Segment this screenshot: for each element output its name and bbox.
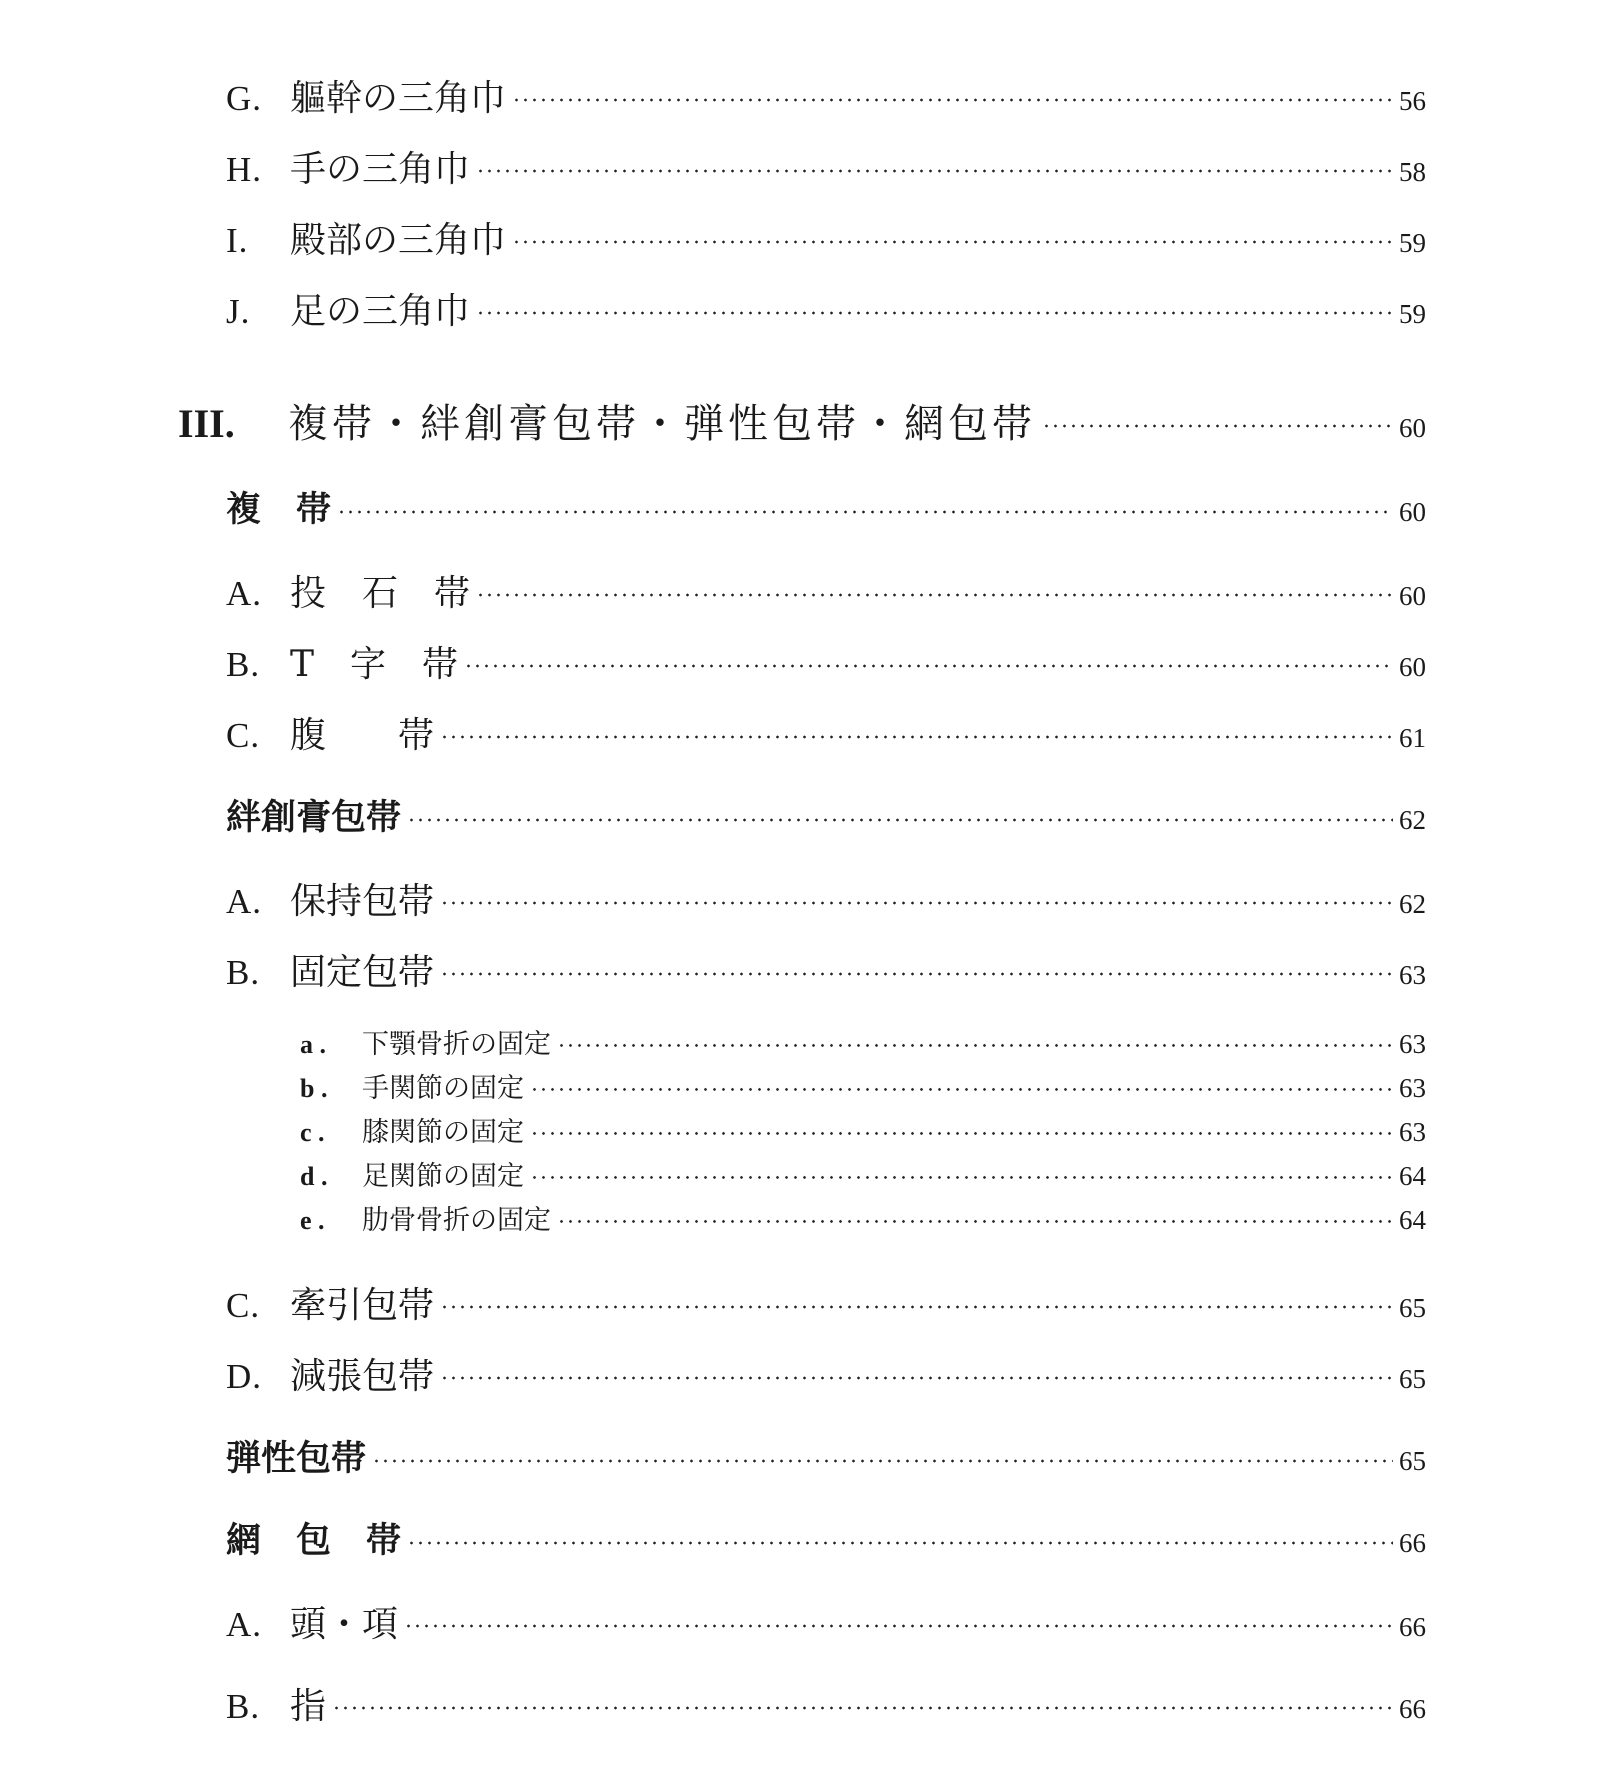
section-title: 弾性包帯 xyxy=(226,1439,367,1479)
page-number: 64 xyxy=(1399,1161,1426,1191)
entry-label: B. xyxy=(226,645,261,684)
page-number: 62 xyxy=(1399,805,1426,835)
entry-label: D. xyxy=(226,1357,263,1396)
dot-leader xyxy=(440,734,1393,740)
subentry-title: 膝関節の固定 xyxy=(362,1117,524,1148)
entry-title: 頭・項 xyxy=(290,1604,399,1645)
page-number: 65 xyxy=(1399,1364,1426,1394)
page-number: 63 xyxy=(1399,960,1426,990)
toc-section-fukutai[interactable] xyxy=(226,482,1426,532)
subentry-label: b . xyxy=(300,1074,328,1103)
entry-label: A. xyxy=(226,882,263,921)
dot-leader xyxy=(440,971,1393,977)
toc-entry-mou-b[interactable] xyxy=(226,1678,1426,1729)
section-title: 網 包 帯 xyxy=(226,1521,402,1561)
dot-leader xyxy=(404,1623,1393,1629)
dot-leader xyxy=(440,1304,1393,1310)
page-number: 63 xyxy=(1399,1029,1426,1059)
entry-title: 投 石 帯 xyxy=(290,573,471,614)
entry-label: C. xyxy=(226,716,261,755)
dot-leader xyxy=(530,1131,1393,1136)
toc-entry-bansoko-c[interactable] xyxy=(226,1277,1426,1328)
entry-label: A. xyxy=(226,574,263,613)
dot-leader xyxy=(332,1705,1393,1711)
page-number: 66 xyxy=(1399,1612,1426,1642)
page-number: 63 xyxy=(1399,1117,1426,1147)
entry-label: H. xyxy=(226,150,263,189)
page-number: 65 xyxy=(1399,1446,1426,1476)
page-number: 60 xyxy=(1399,413,1426,443)
entry-title: 指 xyxy=(290,1686,327,1727)
page-number: 59 xyxy=(1399,228,1426,258)
page-number: 58 xyxy=(1399,157,1426,187)
dot-leader xyxy=(512,239,1393,245)
toc-chapter-3[interactable] xyxy=(178,392,1426,449)
dot-leader xyxy=(464,663,1393,669)
toc-section-mou[interactable] xyxy=(226,1513,1426,1563)
entry-title: 保持包帯 xyxy=(290,881,435,922)
entry-title: 殿部の三角巾 xyxy=(290,220,507,261)
dot-leader xyxy=(440,1375,1393,1381)
toc-subentry-c[interactable] xyxy=(300,1110,1426,1149)
subentry-title: 下顎骨折の固定 xyxy=(362,1029,551,1060)
entry-label: J. xyxy=(226,292,251,331)
page-number: 62 xyxy=(1399,889,1426,919)
toc-entry-fukutai-c[interactable] xyxy=(226,707,1426,758)
page-number: 59 xyxy=(1399,299,1426,329)
entry-title: 足の三角巾 xyxy=(290,291,471,332)
entry-label: B. xyxy=(226,953,261,992)
dot-leader xyxy=(557,1043,1393,1048)
dot-leader xyxy=(407,816,1393,822)
toc-entry-h[interactable] xyxy=(226,141,1426,192)
toc-entry-mou-a[interactable] xyxy=(226,1596,1426,1647)
dot-leader xyxy=(557,1219,1393,1224)
toc-entry-g[interactable] xyxy=(226,70,1426,121)
page-number: 63 xyxy=(1399,1073,1426,1103)
dot-leader xyxy=(476,592,1393,598)
page-number: 64 xyxy=(1399,1205,1426,1235)
entry-label: A. xyxy=(226,1605,263,1644)
chapter-title: 複帯・絆創膏包帯・弾性包帯・網包帯 xyxy=(288,401,1036,447)
dot-leader xyxy=(337,508,1393,514)
entry-title: 固定包帯 xyxy=(290,952,435,993)
toc-subentry-e[interactable] xyxy=(300,1198,1426,1237)
dot-leader xyxy=(407,1539,1393,1545)
section-title: 複 帯 xyxy=(226,490,332,530)
page-number: 60 xyxy=(1399,652,1426,682)
entry-title: 手の三角巾 xyxy=(290,149,471,190)
toc-section-bansoko[interactable] xyxy=(226,790,1426,840)
entry-title: 軀幹の三角巾 xyxy=(290,78,507,119)
toc-entry-fukutai-b[interactable] xyxy=(226,636,1426,687)
entry-title: 減張包帯 xyxy=(290,1356,435,1397)
dot-leader xyxy=(372,1457,1393,1463)
entry-label: I. xyxy=(226,221,249,260)
entry-label: G. xyxy=(226,79,263,118)
subentry-label: d . xyxy=(300,1162,328,1191)
page-number: 60 xyxy=(1399,497,1426,527)
toc-entry-i[interactable] xyxy=(226,212,1426,263)
chapter-label: III. xyxy=(178,401,235,446)
page-number: 65 xyxy=(1399,1293,1426,1323)
subentry-title: 手関節の固定 xyxy=(362,1073,524,1104)
entry-title: 牽引包帯 xyxy=(290,1285,435,1326)
dot-leader xyxy=(440,900,1393,906)
entry-title: T 字 帯 xyxy=(290,644,459,685)
page-number: 61 xyxy=(1399,723,1426,753)
entry-title: 腹 帯 xyxy=(290,715,435,756)
dot-leader xyxy=(476,310,1393,316)
subentry-title: 肋骨骨折の固定 xyxy=(362,1205,551,1236)
toc-entry-fukutai-a[interactable] xyxy=(226,565,1426,616)
dot-leader xyxy=(512,97,1393,103)
entry-label: B. xyxy=(226,1687,261,1726)
toc-subentry-d[interactable] xyxy=(300,1154,1426,1193)
page-number: 56 xyxy=(1399,86,1426,116)
toc-entry-bansoko-a[interactable] xyxy=(226,873,1426,924)
subentry-label: a . xyxy=(300,1030,326,1059)
page-number: 66 xyxy=(1399,1528,1426,1558)
page-number: 60 xyxy=(1399,581,1426,611)
dot-leader xyxy=(1042,423,1393,430)
dot-leader xyxy=(476,168,1393,174)
dot-leader xyxy=(530,1175,1393,1180)
toc-entry-j[interactable] xyxy=(226,283,1426,334)
subentry-title: 足関節の固定 xyxy=(362,1161,524,1192)
dot-leader xyxy=(530,1087,1393,1092)
toc-section-dansei[interactable] xyxy=(226,1431,1426,1481)
entry-label: C. xyxy=(226,1286,261,1325)
section-title: 絆創膏包帯 xyxy=(226,798,402,838)
subentry-label: c . xyxy=(300,1118,325,1147)
toc-entry-bansoko-b[interactable] xyxy=(226,944,1426,995)
toc-subentry-a[interactable] xyxy=(300,1022,1426,1061)
subentry-label: e . xyxy=(300,1206,325,1235)
toc-subentry-b[interactable] xyxy=(300,1066,1426,1105)
toc-entry-bansoko-d[interactable] xyxy=(226,1348,1426,1399)
page-number: 66 xyxy=(1399,1694,1426,1724)
